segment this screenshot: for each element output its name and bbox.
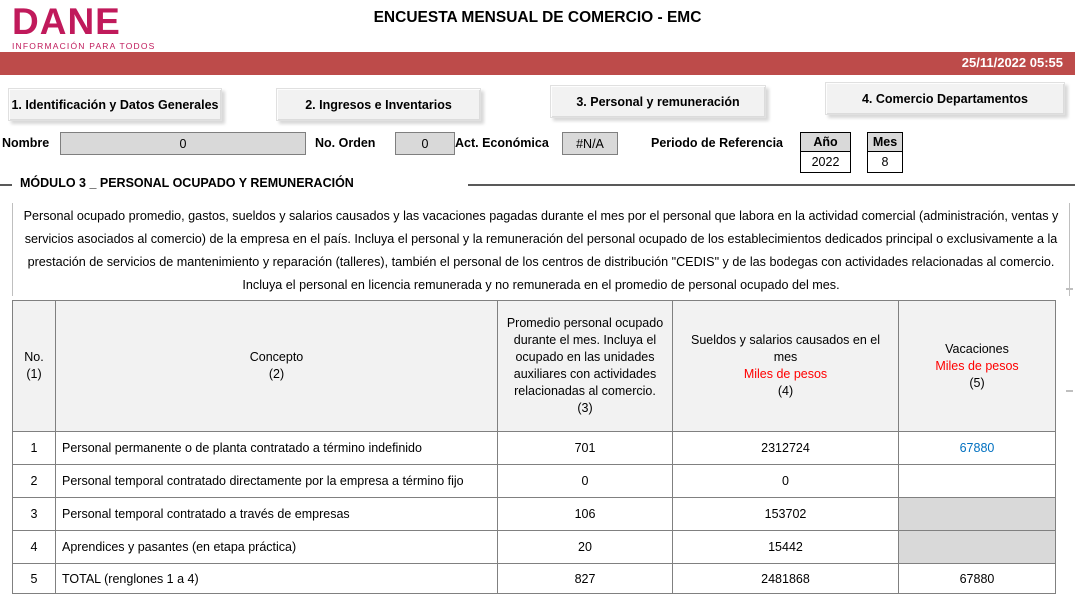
- edge-mark: [1066, 390, 1073, 392]
- vacaciones-cell: [899, 531, 1056, 564]
- tab-comercio[interactable]: 4. Comercio Departamentos: [825, 82, 1065, 115]
- nombre-field[interactable]: 0: [60, 132, 306, 155]
- actividad-label: Act. Económica: [455, 136, 549, 150]
- module-title: MÓDULO 3 _ PERSONAL OCUPADO Y REMUNERACIÓN: [20, 176, 354, 190]
- vacaciones-cell: 67880: [899, 564, 1056, 594]
- table-header: [13, 301, 1056, 432]
- col-header-sueldos: Sueldos y salarios causados en el mes Miles de pesos (4): [673, 301, 899, 432]
- module-rule: [468, 184, 1075, 186]
- module-dash: [0, 184, 12, 186]
- table-row: [13, 531, 1056, 564]
- table-row: [13, 564, 1056, 594]
- vacaciones-cell[interactable]: 67880: [899, 432, 1056, 465]
- sueldos-cell[interactable]: 2312724: [673, 432, 899, 465]
- sueldos-cell[interactable]: 0: [673, 465, 899, 498]
- module-header: [0, 176, 1075, 194]
- table-body: [13, 432, 1056, 594]
- tab-identificacion[interactable]: 1. Identificación y Datos Generales: [8, 88, 222, 121]
- promedio-cell: 827: [498, 564, 673, 594]
- promedio-cell[interactable]: 20: [498, 531, 673, 564]
- dane-logo-text: DANE: [12, 1, 121, 42]
- edge-mark: [1066, 288, 1073, 290]
- row-number-cell: 2: [13, 465, 56, 498]
- concepto-cell: TOTAL (renglones 1 a 4): [56, 564, 498, 594]
- row-number-cell: 4: [13, 531, 56, 564]
- module-description: Personal ocupado promedio, gastos, sueldos y salarios causados y las vacaciones pagadas durante el mes por el personal que labora en la actividad comercial (administración, ventas y servicios asociados al comercio) de la empresa en el país. Incluya el personal y la remuneración del personal ocupado de los establecimientos dedicados principal o exclusivamente a la prestación de servicios de mantenimiento y reparación (talleres), también el personal de los centros de distribución "CEDIS" y de las bodegas con actividades relacionadas al comercio. Incluya el personal en licencia remunerada y no remunerada en el promedio de personal ocupado del mes.: [12, 203, 1070, 296]
- sueldos-cell[interactable]: 15442: [673, 531, 899, 564]
- vacaciones-cell[interactable]: [899, 465, 1056, 498]
- sueldos-cell[interactable]: 153702: [673, 498, 899, 531]
- orden-field[interactable]: 0: [395, 132, 455, 155]
- dane-logo-tagline: INFORMACIÓN PARA TODOS: [12, 41, 156, 51]
- concepto-cell: Personal temporal contratado directamente por la empresa a término fijo: [56, 465, 498, 498]
- col-header-no: No. (1): [13, 301, 56, 432]
- promedio-cell[interactable]: 701: [498, 432, 673, 465]
- promedio-cell[interactable]: 0: [498, 465, 673, 498]
- row-number-cell: 1: [13, 432, 56, 465]
- nombre-label: Nombre: [2, 136, 50, 150]
- timestamp: 25/11/2022 05:55: [961, 55, 1063, 70]
- ano-box: [800, 132, 851, 173]
- concepto-cell: Personal temporal contratado a través de empresas: [56, 498, 498, 531]
- sueldos-cell: 2481868: [673, 564, 899, 594]
- concepto-cell: Personal permanente o de planta contratado a término indefinido: [56, 432, 498, 465]
- status-bar: [0, 52, 1075, 75]
- col-header-concepto: Concepto (2): [56, 301, 498, 432]
- orden-label: No. Orden: [315, 136, 376, 150]
- tab-personal[interactable]: 3. Personal y remuneración: [550, 85, 766, 118]
- periodo-label: Periodo de Referencia: [651, 136, 783, 150]
- vacaciones-cell: [899, 498, 1056, 531]
- col-header-vacaciones: Vacaciones Miles de pesos (5): [899, 301, 1056, 432]
- mes-box: [867, 132, 903, 173]
- mes-label: Mes: [867, 132, 903, 152]
- concepto-cell: Aprendices y pasantes (en etapa práctica): [56, 531, 498, 564]
- mes-field[interactable]: 8: [867, 152, 903, 173]
- promedio-cell[interactable]: 106: [498, 498, 673, 531]
- table-row: [13, 465, 1056, 498]
- actividad-field[interactable]: #N/A: [562, 132, 618, 155]
- personnel-table: [12, 300, 1056, 594]
- ano-label: Año: [800, 132, 851, 152]
- table-row: [13, 432, 1056, 465]
- vacaciones-unit: Miles de pesos: [935, 358, 1019, 373]
- table-row: [13, 498, 1056, 531]
- page-title: ENCUESTA MENSUAL DE COMERCIO - EMC: [373, 9, 702, 26]
- row-number-cell: 3: [13, 498, 56, 531]
- ano-field[interactable]: 2022: [800, 152, 851, 173]
- sueldos-unit: Miles de pesos: [743, 367, 828, 381]
- col-header-promedio: Promedio personal ocupado durante el mes. Incluya el ocupado en las unidades auxiliares con actividades relacionadas al comercio. (3): [498, 301, 673, 432]
- row-number-cell: 5: [13, 564, 56, 594]
- tab-ingresos[interactable]: 2. Ingresos e Inventarios: [276, 88, 481, 121]
